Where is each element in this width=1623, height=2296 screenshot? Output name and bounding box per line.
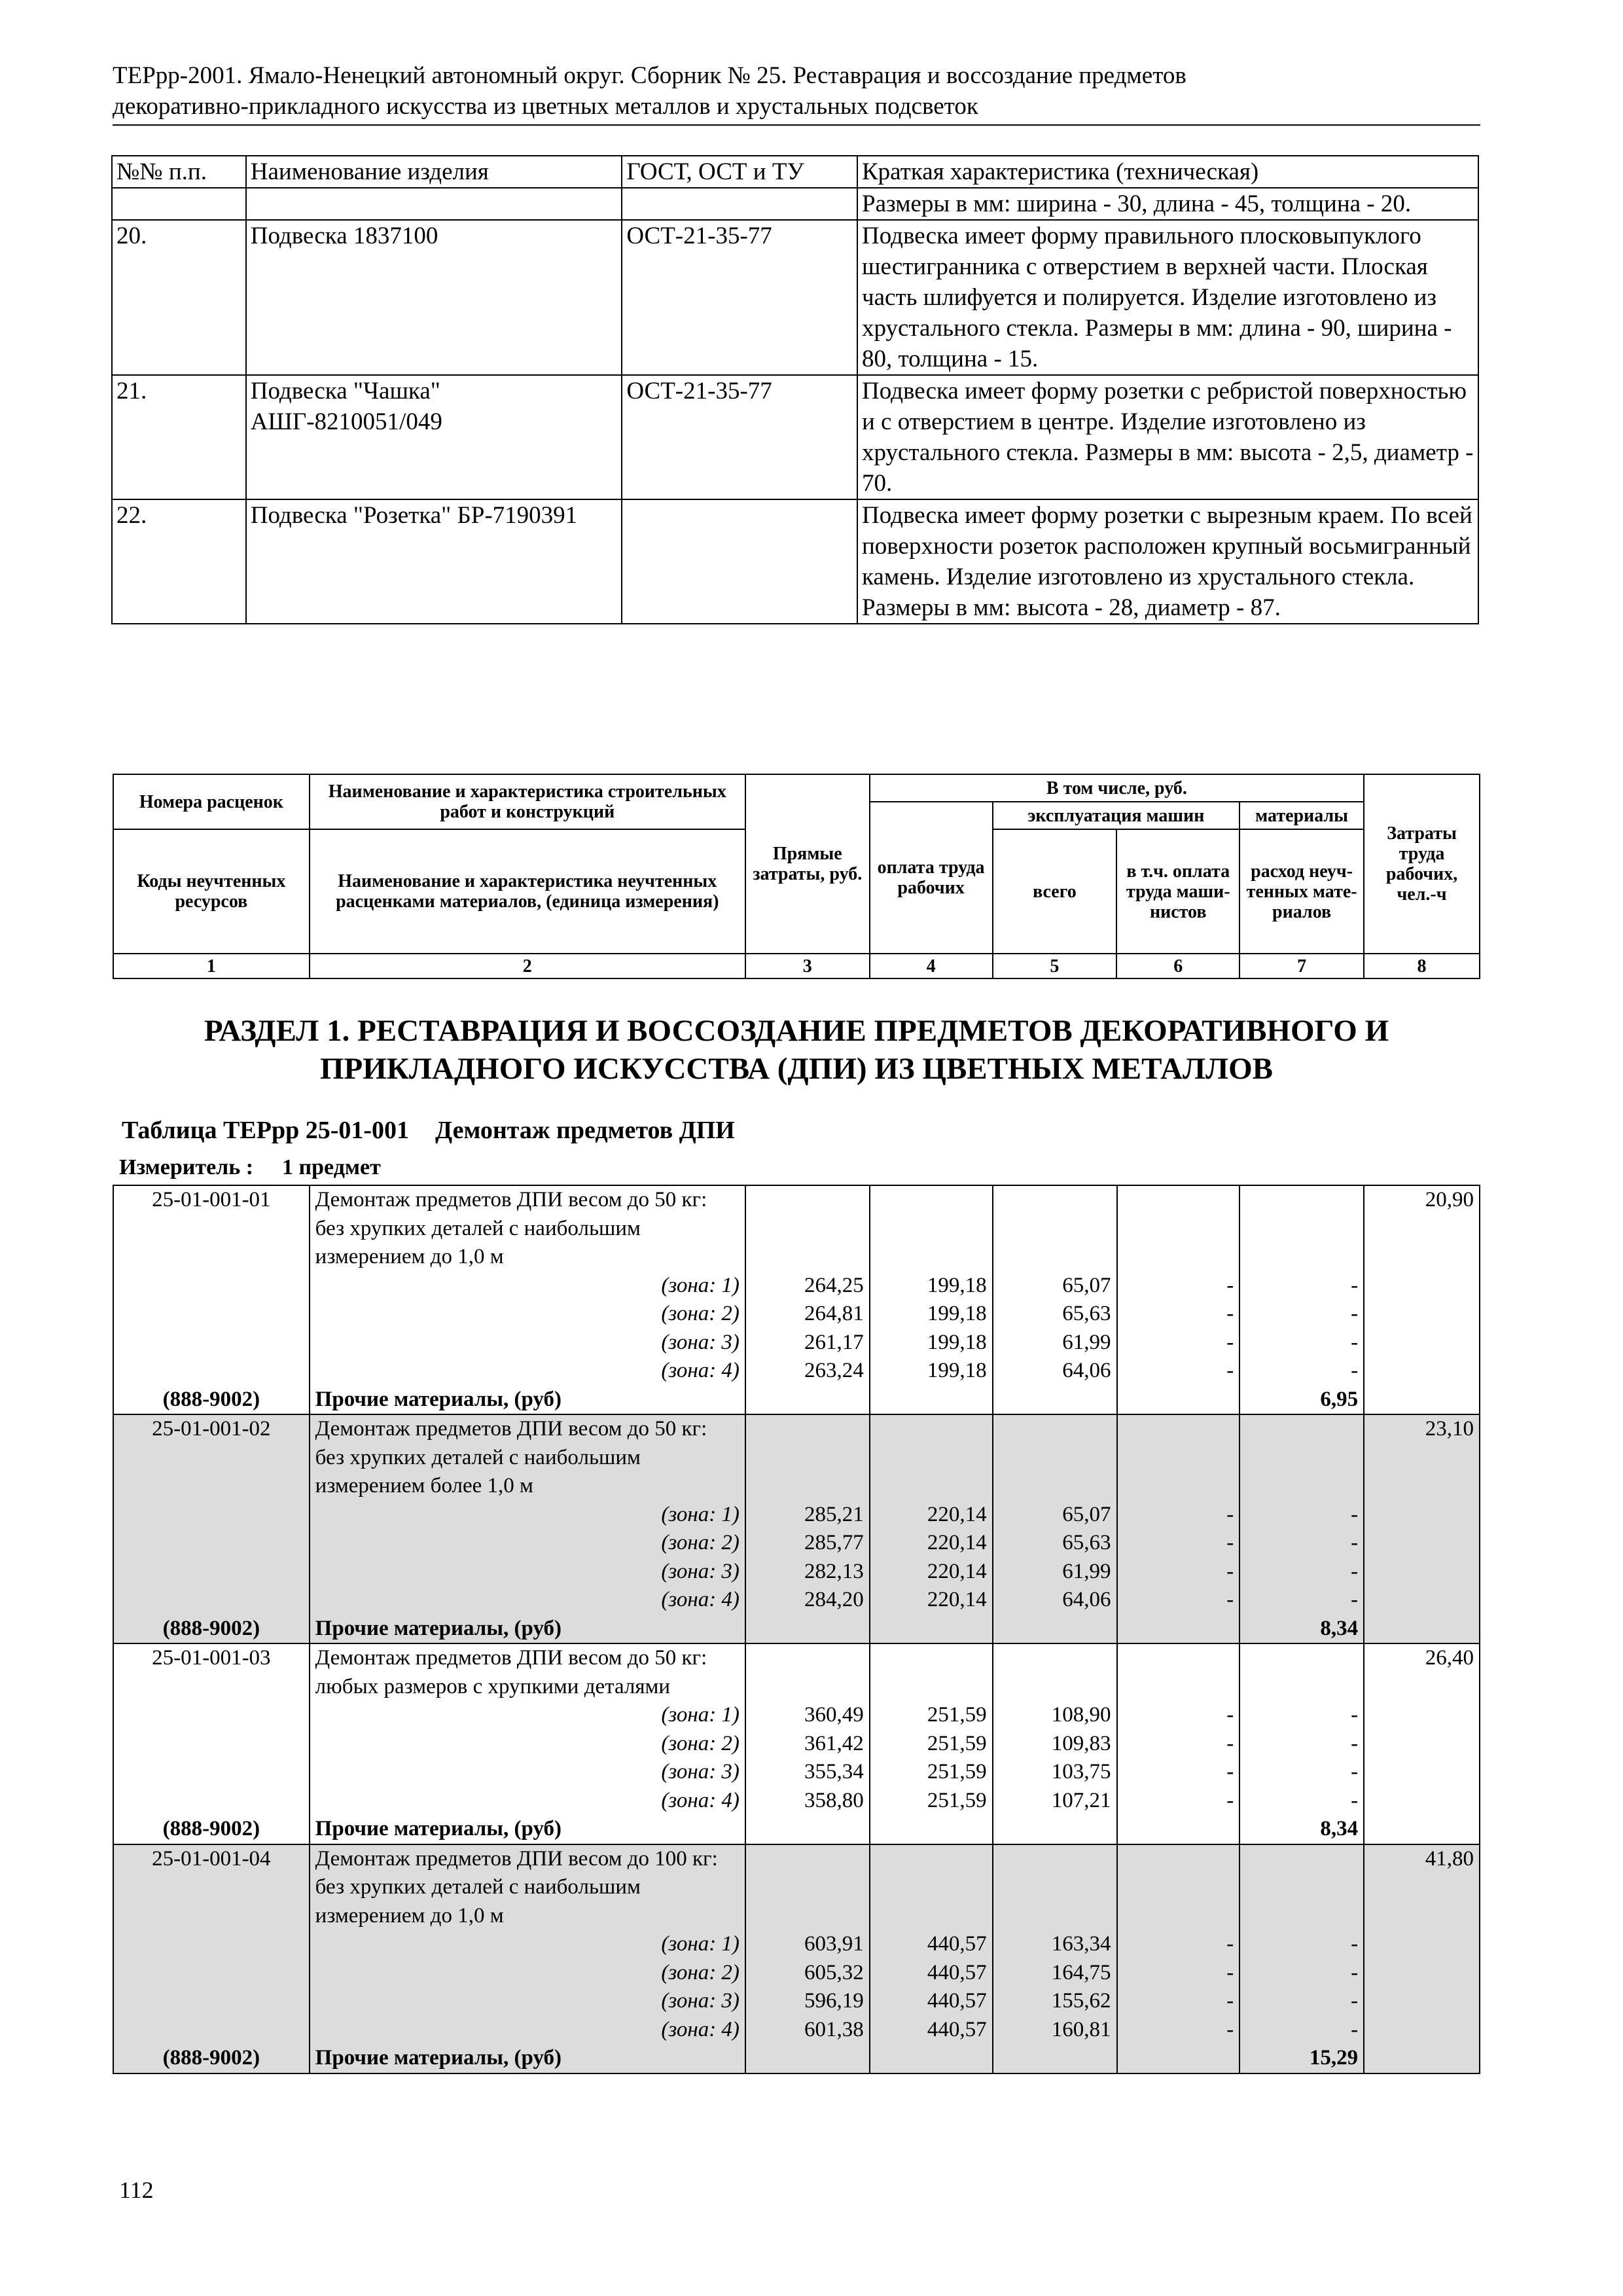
zone-machines: 61,99 [993,1558,1117,1587]
zone-row [113,1730,1480,1759]
zone-machinists: - [1117,1329,1240,1357]
hdr-col-number: 5 [993,954,1117,978]
zone-machines: 64,06 [993,1357,1117,1386]
rate-row [113,1643,1480,1701]
rate-block [113,1643,1480,1844]
hdr-direct-costs: Прямые затраты, руб. [745,774,870,954]
spec-col-number: №№ п.п. [112,156,246,188]
material-amount: 15,29 [1240,2044,1364,2073]
zone-label: (зона: 3) [310,1558,745,1587]
zone-machines: 109,83 [993,1730,1117,1759]
zone-row [113,2016,1480,2045]
zone-pay: 199,18 [870,1300,993,1329]
zone-pay: 199,18 [870,1272,993,1300]
zone-machinists: - [1117,1586,1240,1615]
spec-description: Подвеска имеет форму розетки с вырезным краем. По всей поверхности розеток расположен крупный восьмигранный камень. Изделие изготовлено из хрустального стекла. Размеры в мм: высота - 28, диаметр - 87. [857,499,1478,624]
zone-direct: 284,20 [745,1586,870,1615]
spec-description: Подвеска имеет форму розетки с ребристой поверхностью и с отверстием в центре. Изделие изготовлено из хрустального стекла. Размеры в мм: высота - 2,5, диаметр - 70. [857,375,1478,499]
spec-standard [622,499,857,624]
zone-materials: - [1240,1558,1364,1587]
product-spec-table [111,155,1479,624]
hdr-col-number: 4 [870,954,993,978]
zone-label: (зона: 2) [310,1959,745,1988]
zone-machinists: - [1117,1501,1240,1530]
zone-direct: 603,91 [745,1930,870,1959]
spec-col-standard: ГОСТ, ОСТ и ТУ [622,156,857,188]
zone-pay: 220,14 [870,1529,993,1558]
zone-row [113,1930,1480,1959]
zone-row [113,1586,1480,1615]
zone-materials: - [1240,1930,1364,1959]
rates-table [113,1185,1480,2074]
hdr-material-names: Наименование и характеристика неучтенных расценками материалов, (единица измерения) [310,829,745,954]
spec-standard: ОСТ-21-35-77 [622,220,857,375]
zone-label: (зона: 2) [310,1529,745,1558]
zone-materials: - [1240,1959,1364,1988]
table-code: Таблица ТЕРрр 25-01-001 [122,1117,410,1144]
rate-block [113,1844,1480,2073]
zone-machinists: - [1117,1987,1240,2016]
spec-description: Размеры в мм: ширина - 30, длина - 45, толщина - 20. [857,188,1478,220]
zone-direct: 360,49 [745,1701,870,1730]
zone-direct: 282,13 [745,1558,870,1587]
meter [119,1155,381,1181]
hdr-col-number: 6 [1116,954,1240,978]
zone-machinists: - [1117,1758,1240,1787]
page-number: 112 [119,2177,154,2203]
zone-pay: 251,59 [870,1758,993,1787]
zone-direct: 355,34 [745,1758,870,1787]
zone-pay: 251,59 [870,1787,993,1816]
meter-value: 1 предмет [282,1155,381,1179]
zone-materials: - [1240,1529,1364,1558]
zone-machines: 107,21 [993,1787,1117,1816]
rate-labor: 41,80 [1364,1844,1480,2045]
rate-labor: 23,10 [1364,1414,1480,1615]
meter-label: Измеритель : [119,1155,254,1179]
hdr-col-number: 8 [1364,954,1480,978]
zone-pay: 251,59 [870,1701,993,1730]
zone-label: (зона: 1) [310,1701,745,1730]
hdr-col-number: 7 [1240,954,1364,978]
hdr-machines: эксплуатация машин [993,802,1240,829]
zone-machines: 64,06 [993,1586,1117,1615]
material-amount: 8,34 [1240,1815,1364,1844]
zone-machinists: - [1117,1701,1240,1730]
zone-label: (зона: 1) [310,1501,745,1530]
zone-materials: - [1240,1272,1364,1300]
rate-code: 25-01-001-04 [113,1844,310,2045]
zone-machinists: - [1117,2016,1240,2045]
spec-row [112,188,1478,220]
rate-row [113,1844,1480,1931]
zone-direct: 361,42 [745,1730,870,1759]
zone-label: (зона: 1) [310,1930,745,1959]
zone-direct: 285,21 [745,1501,870,1530]
zone-row [113,1701,1480,1730]
hdr-resource-codes: Коды неучтенных ресурсов [113,829,310,954]
hdr-col-number: 2 [310,954,745,978]
rate-code: 25-01-001-03 [113,1643,310,1815]
zone-label: (зона: 1) [310,1272,745,1300]
zone-row [113,1357,1480,1386]
zone-pay: 199,18 [870,1329,993,1357]
rate-code: 25-01-001-01 [113,1185,310,1386]
material-amount: 6,95 [1240,1386,1364,1415]
section-title: РАЗДЕЛ 1. РЕСТАВРАЦИЯ И ВОССОЗДАНИЕ ПРЕДМЕТОВ ДЕКОРАТИВНОГО И ПРИКЛАДНОГО ИСКУССТВА (ДПИ) ИЗ ЦВЕТНЫХ МЕТАЛЛОВ [204,1014,1389,1086]
hdr-materials: материалы [1240,802,1364,829]
spec-description: Подвеска имеет форму правильного плосковыпуклого шестигранника с отверстием в верхней части. Плоская часть шлифуется и полируется. Изделие изготовлено из хрустального стекла. Размеры в мм: длина - 90, ширина - 80, толщина - 15. [857,220,1478,375]
spec-number: 22. [112,499,246,624]
spec-number: 20. [112,220,246,375]
zone-row [113,1758,1480,1787]
spec-name: Подвеска "Розетка" БР-7190391 [246,499,622,624]
zone-materials: - [1240,1758,1364,1787]
zone-machinists: - [1117,1529,1240,1558]
rate-row [113,1414,1480,1501]
zone-machines: 160,81 [993,2016,1117,2045]
hdr-machines-total: всего [993,829,1117,954]
table-name: Демонтаж предметов ДПИ [435,1117,735,1144]
zone-row [113,1501,1480,1530]
zone-machines: 65,63 [993,1529,1117,1558]
zone-machines: 108,90 [993,1701,1117,1730]
zone-row [113,1787,1480,1816]
rate-name: Демонтаж предметов ДПИ весом до 50 кг: без хрупких деталей с наибольшим измерением до 1,0 м [310,1185,745,1272]
zone-machinists: - [1117,1272,1240,1300]
spec-name [246,188,622,220]
spec-standard: ОСТ-21-35-77 [622,375,857,499]
zone-label: (зона: 3) [310,1987,745,2016]
material-code: (888-9002) [113,1615,310,1644]
zone-materials: - [1240,1357,1364,1386]
material-code: (888-9002) [113,2044,310,2073]
header-line-2: декоративно-прикладного искусства из цветных металлов и хрустальных подсветок [113,93,978,120]
zone-direct: 263,24 [745,1357,870,1386]
zone-materials: - [1240,1987,1364,2016]
zone-machinists: - [1117,1959,1240,1988]
rate-labor: 26,40 [1364,1643,1480,1815]
zone-row [113,1558,1480,1587]
zone-machinists: - [1117,1730,1240,1759]
zone-pay: 220,14 [870,1501,993,1530]
zone-label: (зона: 2) [310,1300,745,1329]
zone-pay: 440,57 [870,1930,993,1959]
zone-direct: 358,80 [745,1787,870,1816]
page-header [113,60,1480,126]
spec-col-description: Краткая характеристика (техническая) [857,156,1478,188]
spec-header-row [112,156,1478,188]
zone-pay: 440,57 [870,1959,993,1988]
zone-machines: 65,63 [993,1300,1117,1329]
rate-code: 25-01-001-02 [113,1414,310,1615]
zone-materials: - [1240,1787,1364,1816]
material-code: (888-9002) [113,1386,310,1415]
spec-standard [622,188,857,220]
rate-row [113,1185,1480,1272]
hdr-including: В том числе, руб. [870,774,1364,802]
zone-pay: 251,59 [870,1730,993,1759]
hdr-work-name: Наименование и характеристика строительных работ и конструкций [310,774,745,829]
rate-name: Демонтаж предметов ДПИ весом до 50 кг: без хрупких деталей с наибольшим измерением более 1,0 м [310,1414,745,1501]
rate-header-table [113,774,1480,979]
material-row [113,1386,1480,1415]
hdr-worker-pay: оплата труда рабочих [870,802,993,954]
material-amount: 8,34 [1240,1615,1364,1644]
zone-materials: - [1240,2016,1364,2045]
zone-materials: - [1240,1501,1364,1530]
zone-label: (зона: 4) [310,1787,745,1816]
material-row [113,1615,1480,1644]
rate-block [113,1185,1480,1414]
zone-machines: 163,34 [993,1930,1117,1959]
zone-machines: 155,62 [993,1987,1117,2016]
zone-machines: 65,07 [993,1272,1117,1300]
zone-direct: 261,17 [745,1329,870,1357]
table-title [122,1115,735,1145]
zone-label: (зона: 4) [310,1357,745,1386]
spec-number: 21. [112,375,246,499]
hdr-col-number: 1 [113,954,310,978]
hdr-col-number: 3 [745,954,870,978]
zone-row [113,1987,1480,2016]
hdr-machinist-pay: в т.ч. оплата труда маши-нистов [1116,829,1240,954]
zone-row [113,1329,1480,1357]
zone-direct: 264,25 [745,1272,870,1300]
zone-machinists: - [1117,1930,1240,1959]
spec-row [112,499,1478,624]
zone-direct: 601,38 [745,2016,870,2045]
zone-machines: 61,99 [993,1329,1117,1357]
zone-row [113,1959,1480,1988]
zone-machinists: - [1117,1357,1240,1386]
material-row [113,2044,1480,2073]
zone-pay: 220,14 [870,1558,993,1587]
zone-label: (зона: 2) [310,1730,745,1759]
material-name: Прочие материалы, (руб) [310,1615,745,1644]
material-name: Прочие материалы, (руб) [310,2044,745,2073]
material-name: Прочие материалы, (руб) [310,1386,745,1415]
zone-materials: - [1240,1329,1364,1357]
zone-label: (зона: 3) [310,1758,745,1787]
spec-number [112,188,246,220]
rate-name: Демонтаж предметов ДПИ весом до 100 кг: без хрупких деталей с наибольшим измерением до 1,0 м [310,1844,745,1931]
zone-direct: 596,19 [745,1987,870,2016]
zone-machinists: - [1117,1558,1240,1587]
rate-labor: 20,90 [1364,1185,1480,1386]
spec-row [112,375,1478,499]
zone-pay: 199,18 [870,1357,993,1386]
zone-pay: 440,57 [870,1987,993,2016]
hdr-rate-numbers: Номера расценок [113,774,310,829]
rate-name: Демонтаж предметов ДПИ весом до 50 кг: любых размеров с хрупкими деталями [310,1643,745,1701]
zone-direct: 264,81 [745,1300,870,1329]
zone-machines: 65,07 [993,1501,1117,1530]
zone-machinists: - [1117,1787,1240,1816]
rate-block [113,1414,1480,1643]
hdr-labor-costs: Затраты труда рабочих, чел.-ч [1364,774,1480,954]
zone-materials: - [1240,1300,1364,1329]
spec-name: Подвеска "Чашка" АШГ-8210051/049 [246,375,622,499]
zone-direct: 605,32 [745,1959,870,1988]
zone-row [113,1529,1480,1558]
header-line-1: ТЕРрр-2001. Ямало-Ненецкий автономный округ. Сборник № 25. Реставрация и воссоздание предметов [113,62,1186,89]
spec-col-name: Наименование изделия [246,156,622,188]
zone-machines: 103,75 [993,1758,1117,1787]
zone-direct: 285,77 [745,1529,870,1558]
spec-row [112,220,1478,375]
zone-row [113,1300,1480,1329]
zone-machinists: - [1117,1300,1240,1329]
zone-row [113,1272,1480,1300]
zone-materials: - [1240,1586,1364,1615]
zone-machines: 164,75 [993,1959,1117,1988]
zone-pay: 220,14 [870,1586,993,1615]
material-code: (888-9002) [113,1815,310,1844]
material-row [113,1815,1480,1844]
material-name: Прочие материалы, (руб) [310,1815,745,1844]
spec-name: Подвеска 1837100 [246,220,622,375]
zone-pay: 440,57 [870,2016,993,2045]
zone-label: (зона: 4) [310,2016,745,2045]
zone-label: (зона: 3) [310,1329,745,1357]
zone-materials: - [1240,1701,1364,1730]
zone-materials: - [1240,1730,1364,1759]
hdr-material-usage: расход неуч-тенных мате-риалов [1240,829,1364,954]
zone-label: (зона: 4) [310,1586,745,1615]
